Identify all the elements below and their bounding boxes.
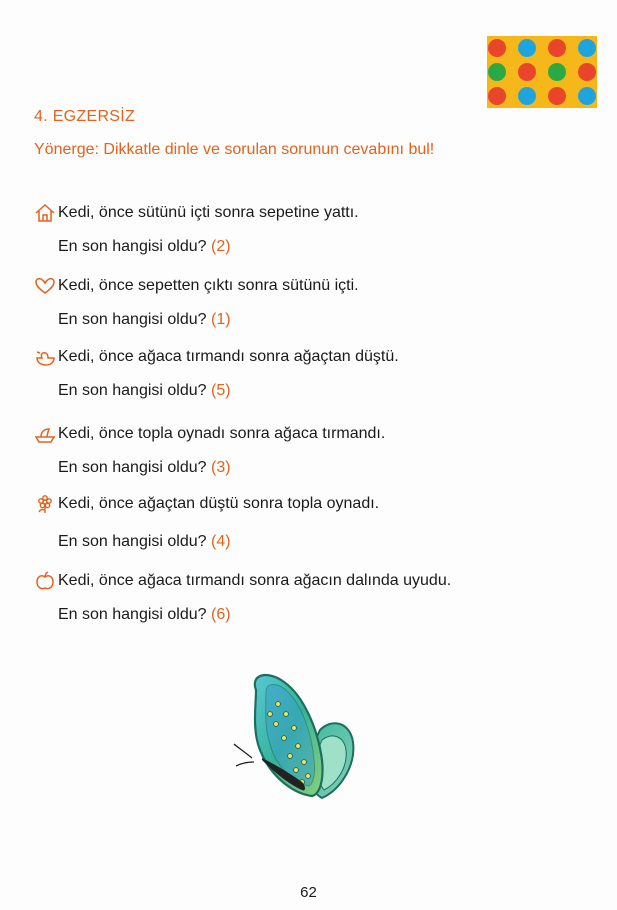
question-item [34, 202, 359, 258]
question-item [34, 493, 379, 553]
question-text: Kedi, önce ağaca tırmandı sonra ağaçtan düştü. [58, 348, 399, 365]
answer-number: (2) [211, 238, 231, 255]
pattern-divider [512, 84, 514, 108]
exercise-title: 4. EGZERSİZ [34, 108, 136, 125]
pattern-divider [572, 60, 574, 84]
instruction-text: Yönerge: Dikkatle dinle ve sorulan sorunun cevabını bul! [34, 141, 435, 158]
answer-number: (1) [211, 311, 231, 328]
question-item [34, 275, 359, 331]
question-prompt: En son hangisi oldu? [58, 238, 207, 255]
question-prompt: En son hangisi oldu? [58, 311, 207, 328]
butterfly-illustration [232, 670, 356, 802]
answer-number: (6) [211, 606, 231, 623]
pattern-dot [518, 87, 536, 105]
pattern-dot [548, 39, 566, 57]
duck-icon [34, 347, 56, 367]
pattern-dot [518, 63, 536, 81]
pattern-dot [518, 39, 536, 57]
question-prompt: En son hangisi oldu? [58, 382, 207, 399]
question-prompt: En son hangisi oldu? [58, 606, 207, 623]
question-text: Kedi, önce ağaca tırmandı sonra ağacın dalında uyudu. [58, 572, 452, 589]
question-text: Kedi, önce topla oynadı sonra ağaca tırmandı. [58, 425, 386, 442]
pattern-divider [542, 60, 544, 84]
boat-icon [34, 424, 56, 444]
house-icon [34, 203, 56, 223]
pattern-dot [578, 87, 596, 105]
question-item [34, 423, 385, 479]
pattern-divider [512, 36, 514, 60]
question-text: Kedi, önce sütünü içti sonra sepetine yattı. [58, 204, 359, 221]
pattern-divider [542, 36, 544, 60]
question-text: Kedi, önce sepetten çıktı sonra sütünü içti. [58, 277, 359, 294]
pattern-dot [488, 39, 506, 57]
question-prompt: En son hangisi oldu? [58, 533, 207, 550]
pattern-divider [572, 36, 574, 60]
answer-number: (5) [211, 382, 231, 399]
pattern-dot [578, 63, 596, 81]
pattern-dot [548, 63, 566, 81]
apple-icon [34, 571, 56, 591]
pattern-dot [578, 39, 596, 57]
question-item [34, 570, 451, 626]
pattern-dot [488, 87, 506, 105]
question-prompt: En son hangisi oldu? [58, 459, 207, 476]
page-number: 62 [300, 884, 317, 901]
pattern-dot [488, 63, 506, 81]
decorative-pattern [487, 36, 597, 108]
pattern-divider [512, 60, 514, 84]
question-text: Kedi, önce ağaçtan düştü sonra topla oynadı. [58, 495, 380, 512]
heart-icon [34, 276, 56, 296]
question-item [34, 346, 399, 402]
answer-number: (3) [211, 459, 231, 476]
answer-number: (4) [211, 533, 231, 550]
pattern-divider [572, 84, 574, 108]
pattern-dot [548, 87, 566, 105]
pattern-divider [542, 84, 544, 108]
flower-icon [34, 494, 56, 514]
